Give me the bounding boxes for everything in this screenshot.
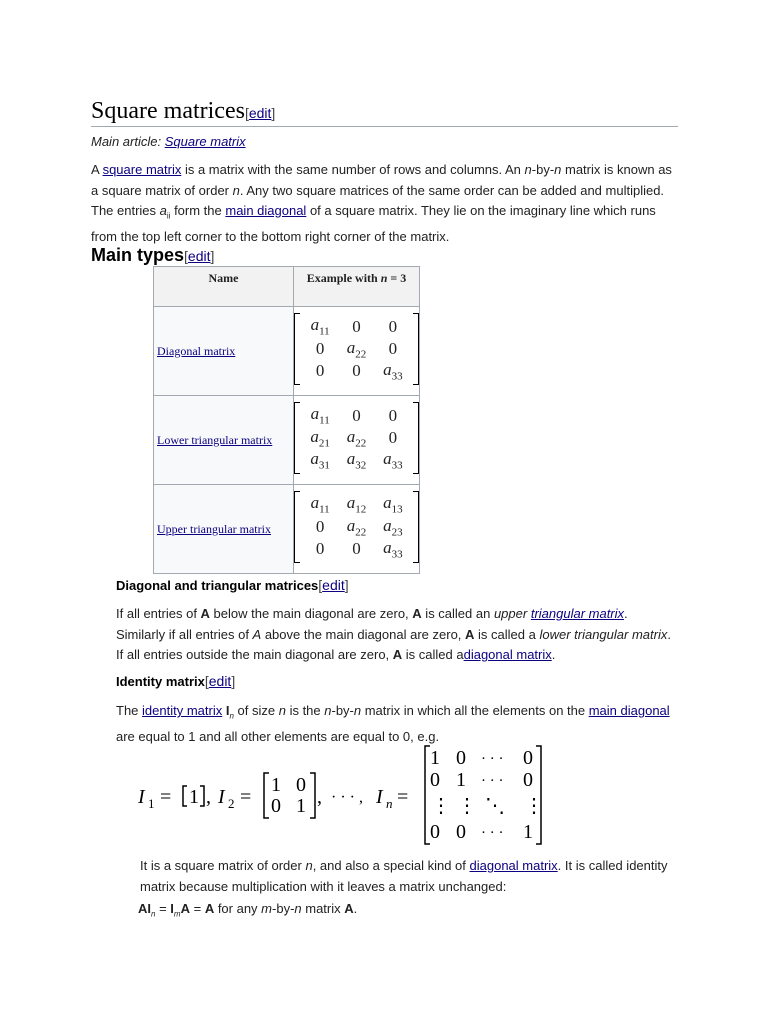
equals: = (397, 786, 409, 808)
matrix-row (302, 493, 411, 515)
edit-section-link[interactable]: edit (248, 105, 272, 121)
entry-base: a (346, 449, 356, 469)
identity-property (138, 899, 357, 925)
matrix-row (302, 449, 411, 471)
edit-identity-link[interactable]: edit (208, 673, 232, 689)
section-heading (91, 98, 275, 125)
comma: , (206, 786, 211, 808)
matrix-entry (338, 493, 374, 515)
edit-link: [edit] (204, 673, 236, 689)
var-I: I (170, 901, 174, 916)
matrix-entry (375, 493, 411, 515)
example-matrix (294, 402, 419, 473)
hdots: · · · (481, 751, 504, 767)
matrix-entry (338, 538, 374, 560)
example-matrix (294, 313, 419, 384)
header-example-suffix: = 3 (387, 271, 407, 285)
text: -by- (272, 901, 295, 916)
subscript-m: m (173, 909, 181, 919)
main-diagonal-link[interactable]: main diagonal (225, 203, 307, 218)
vdots: ⋮ (524, 795, 544, 817)
entry-subscript: 31 (318, 459, 330, 472)
text: . Any two square matrices of the same order can be added and multiplied. The entries (91, 182, 665, 218)
entry-base: 0 (352, 405, 361, 425)
entry-base: 0 (315, 361, 325, 381)
edit-main-types-link[interactable]: edit (187, 248, 211, 264)
matrix-entry (375, 360, 411, 382)
entry: 0 (456, 821, 466, 843)
var-A: A (204, 901, 215, 916)
text: of size (233, 703, 279, 718)
I2-symbol: I (218, 786, 225, 808)
identity-equation (138, 744, 558, 854)
intro-paragraph (91, 160, 681, 248)
entry-base: 0 (388, 427, 398, 447)
matrix-entry (375, 427, 411, 449)
main-types-heading (91, 245, 214, 266)
subscript-ii: ii (166, 211, 171, 221)
var-A: A (252, 626, 262, 642)
entry: 0 (523, 747, 533, 769)
bracket (264, 773, 269, 818)
bracket (310, 773, 315, 818)
heading-divider (91, 126, 678, 127)
entry: 1 (271, 774, 281, 796)
entry-base: a (383, 449, 392, 469)
entry-base: a (346, 493, 356, 513)
identity-matrix-link[interactable]: identity matrix (142, 703, 223, 718)
header-example-prefix: Example with (306, 271, 381, 285)
entry-base: 0 (352, 539, 361, 559)
lower-triangular-matrix-link[interactable]: Lower triangular matrix (157, 432, 273, 447)
table-row (154, 396, 420, 485)
entry: 1 (523, 821, 533, 843)
text: . (551, 647, 556, 662)
entry: 1 (430, 747, 440, 769)
main-types-title: Main types (91, 245, 185, 265)
In-subscript: n (386, 796, 393, 811)
matrix-entry (338, 315, 374, 337)
table-row (154, 485, 420, 574)
identity-title: Identity matrix (116, 674, 205, 689)
entry-base: a (383, 538, 392, 558)
var-n: n (278, 703, 286, 718)
equals: = (240, 786, 252, 808)
entry-subscript: 22 (355, 526, 367, 539)
entry-subscript: 11 (319, 414, 330, 427)
diag-tri-paragraph (116, 604, 676, 666)
section-title: Square matrices (91, 98, 245, 124)
text: . If all entries outside the main diagonal are zero, (116, 626, 671, 662)
text: for any (214, 901, 262, 916)
main-types-table (153, 266, 420, 574)
subscript-n: n (229, 711, 234, 721)
header-name: Name (154, 267, 294, 307)
I1-subscript: 1 (148, 796, 155, 811)
matrix-entry (338, 360, 374, 382)
var-A: A (412, 606, 422, 621)
entry-base: a (310, 404, 320, 424)
I2-subscript: 2 (228, 796, 235, 811)
text: is called an (421, 606, 494, 621)
entry-subscript: 21 (318, 437, 330, 450)
entry-subscript: 33 (391, 370, 403, 383)
matrix-entry (338, 427, 374, 449)
lower-triangular-text: lower triangular matrix (539, 626, 668, 642)
diag-tri-heading (116, 577, 349, 593)
entry: 1 (296, 795, 306, 817)
text: If all entries of (116, 606, 201, 621)
matrix-entry (338, 516, 374, 538)
var-n: n (294, 901, 302, 916)
equals: = (160, 786, 172, 808)
var-a: a (159, 203, 167, 218)
text: of a square matrix. They lie on the imaginary line which runs from the top left corner to the bottom right corner of the matrix. (91, 203, 656, 245)
entry: 0 (430, 769, 440, 791)
diag-tri-title: Diagonal and triangular matrices (116, 578, 319, 593)
entry-subscript: 22 (355, 437, 367, 450)
row-name-cell (154, 485, 294, 574)
hdots: · · · (481, 773, 504, 789)
entry-base: a (310, 493, 320, 513)
text: is called a (402, 647, 464, 662)
entry: 0 (430, 821, 440, 843)
var-A: A (138, 901, 148, 916)
var-A: A (344, 901, 354, 916)
text: are equal to 1 and all other elements are equal to 0, e.g. (116, 729, 440, 745)
entry-subscript: 11 (319, 503, 330, 516)
matrix-entry (338, 338, 374, 360)
bracket (200, 786, 204, 806)
main-diagonal-link[interactable]: main diagonal (588, 703, 670, 718)
entry: 0 (271, 795, 281, 817)
identity-heading (116, 673, 235, 689)
matrix-row (302, 338, 411, 360)
diagonal-matrix-link[interactable]: Diagonal matrix (157, 343, 236, 358)
matrix-entry (375, 315, 411, 337)
entry-base: 0 (315, 516, 325, 536)
entry-base: 0 (315, 539, 325, 559)
text: A (91, 162, 103, 177)
var-n: n (324, 703, 332, 718)
entry-base: a (383, 493, 392, 513)
entry-base: a (346, 515, 356, 535)
entry-base: 0 (388, 405, 398, 425)
entry: 0 (456, 747, 466, 769)
text: above the main diagonal are zero, (261, 626, 466, 642)
triangular-matrix-link[interactable]: triangular matrix (530, 606, 625, 621)
entry: 0 (523, 769, 533, 791)
entry-subscript: 12 (355, 503, 367, 516)
text: = (155, 901, 171, 916)
comma: , (317, 786, 322, 808)
upper-text: upper (493, 606, 528, 621)
text: , and also a special kind of (312, 858, 470, 873)
entry-base: 0 (352, 316, 361, 336)
entry-base: a (310, 426, 319, 446)
text: is the (285, 703, 325, 718)
matrix-entry (375, 449, 411, 471)
var-A: A (465, 626, 475, 642)
identity-equation-svg (138, 744, 558, 848)
edit-link: [edit] (244, 105, 276, 121)
example-cell (294, 307, 420, 396)
entry-subscript: 33 (391, 548, 403, 561)
entry-base: a (310, 449, 319, 469)
hatnote (91, 134, 246, 149)
entry-base: a (346, 426, 356, 446)
text: matrix in which all the elements on the (361, 703, 589, 718)
edit-diag-tri-link[interactable]: edit (322, 577, 345, 593)
I1-symbol: I (138, 786, 145, 808)
table-header-row (154, 267, 420, 307)
row-name-cell (154, 307, 294, 396)
hatnote-prefix: Main article: (91, 134, 165, 149)
var-n: n (554, 162, 562, 177)
var-n: n (353, 703, 362, 718)
example-cell (294, 396, 420, 485)
var-A: A (392, 647, 403, 662)
entry-subscript: 33 (391, 459, 403, 472)
matrix-entry (338, 404, 374, 426)
identity-explanation (140, 856, 680, 897)
var-A: A (180, 901, 190, 916)
entry-subscript: 13 (391, 503, 403, 516)
text: is a matrix with the same number of rows and columns. An (181, 162, 525, 177)
matrix-entry (375, 516, 411, 538)
matrix-entry (302, 449, 338, 471)
var-m: m (261, 901, 273, 916)
In-symbol: I (376, 786, 383, 808)
text: is called a (474, 626, 540, 642)
text: It is a square matrix of order (140, 858, 306, 873)
row-name-cell (154, 396, 294, 485)
upper-triangular-matrix-link[interactable]: Upper triangular matrix (157, 521, 271, 536)
vdots: ⋮ (457, 795, 477, 817)
matrix-entry (338, 449, 374, 471)
text: . Similarly if all entries of (116, 606, 628, 642)
entry-base: a (383, 515, 392, 535)
matrix-row (302, 427, 411, 449)
identity-paragraph (116, 701, 676, 748)
entry-base: 0 (388, 316, 398, 336)
var-n: n (305, 858, 313, 873)
matrix-entry (375, 538, 411, 560)
var-n: n (380, 271, 388, 285)
matrix-row (302, 315, 411, 337)
hdots: · · · (481, 825, 504, 841)
entry-base: 0 (388, 338, 398, 358)
entry-base: a (346, 337, 356, 357)
entry-base: a (383, 360, 392, 380)
text: = (189, 901, 205, 916)
edit-link: [edit] (184, 248, 215, 264)
text: . It is called identity matrix because multiplication with it leaves a matrix unchanged: (140, 858, 668, 894)
entry-base: 0 (352, 361, 361, 381)
text: The (116, 703, 143, 718)
matrix-entry (375, 338, 411, 360)
var-I: I (225, 703, 230, 718)
entry: 0 (296, 774, 306, 796)
main-article-link[interactable]: Square matrix (164, 134, 246, 149)
matrix-row (302, 538, 411, 560)
matrix-entry (302, 338, 338, 360)
entry-subscript: 22 (355, 348, 367, 361)
text: . (353, 901, 358, 916)
matrix-entry (302, 315, 338, 337)
text: below the main diagonal are zero, (209, 606, 413, 621)
matrix-row (302, 404, 411, 426)
entry-one: 1 (189, 786, 199, 808)
ellipsis: · · · , (331, 789, 363, 806)
var-A: A (200, 606, 210, 621)
square-matrix-link[interactable]: square matrix (102, 162, 182, 177)
vdots: ⋮ (431, 795, 451, 817)
entry-subscript: 32 (355, 459, 367, 472)
diagonal-matrix-link[interactable]: diagonal matrix (463, 647, 552, 662)
example-cell (294, 485, 420, 574)
text: matrix (301, 901, 345, 916)
edit-link: [edit] (318, 577, 349, 593)
var-I: I (147, 901, 152, 916)
ddots: ⋱ (485, 795, 505, 817)
matrix-entry (302, 538, 338, 560)
matrix-row (302, 516, 411, 538)
text: matrix is known as a square matrix of order (91, 162, 672, 198)
matrix-entry (302, 360, 338, 382)
matrix-row (302, 360, 411, 382)
matrix-entry (302, 404, 338, 426)
table-row (154, 307, 420, 396)
entry-base: 0 (315, 338, 325, 358)
entry-subscript: 23 (391, 526, 403, 539)
diagonal-matrix-link[interactable]: diagonal matrix (469, 858, 558, 873)
var-n: n (232, 182, 240, 198)
text: form the (170, 203, 226, 218)
matrix-entry (302, 427, 338, 449)
header-example (294, 267, 420, 307)
bracket (183, 786, 187, 806)
matrix-entry (302, 516, 338, 538)
text: -by- (331, 703, 354, 718)
var-n: n (524, 162, 532, 177)
matrix-entry (302, 493, 338, 515)
matrix-entry (375, 404, 411, 426)
entry-subscript: 11 (319, 325, 330, 338)
example-matrix (294, 491, 419, 562)
entry: 1 (456, 769, 466, 791)
subscript-n: n (151, 909, 156, 919)
text: -by- (531, 162, 555, 177)
entry-base: a (310, 315, 320, 335)
